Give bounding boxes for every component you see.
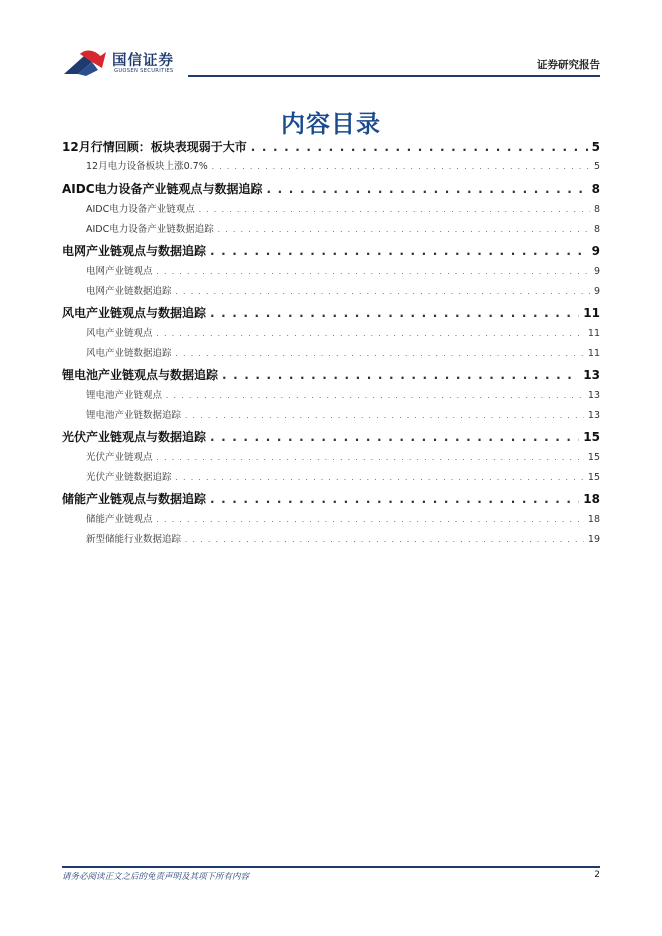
toc-dot-leader — [222, 368, 579, 382]
toc-subsection-entry[interactable] — [62, 158, 600, 171]
toc-entry-page-number: 13 — [587, 390, 600, 400]
toc-entry-page-number: 5 — [593, 161, 600, 171]
toc-dot-leader — [157, 330, 584, 338]
toc-entry-title: AIDC电力设备产业链观点与数据追踪 — [62, 182, 263, 196]
toc-entry-title: 风电产业链观点 — [86, 328, 153, 338]
toc-entry-title: 12月行情回顾：板块表现弱于大市 — [62, 140, 247, 154]
footer-divider — [62, 866, 600, 868]
toc-entry-page-number: 15 — [587, 472, 600, 482]
toc-dot-leader — [166, 392, 584, 400]
toc-subsection-entry[interactable] — [62, 283, 600, 296]
toc-dot-leader — [212, 163, 590, 171]
guosen-logo — [62, 48, 192, 78]
toc-dot-leader — [176, 474, 584, 482]
toc-dot-leader — [157, 454, 584, 462]
toc-entry-page-number: 9 — [593, 286, 600, 296]
toc-entry-title: 电网产业链数据追踪 — [86, 286, 172, 296]
toc-entry-title: 锂电池产业链观点 — [86, 390, 163, 400]
toc-section-entry[interactable] — [62, 304, 600, 320]
toc-entry-title: 风电产业链观点与数据追踪 — [62, 306, 207, 320]
toc-entry-title: 新型储能行业数据追踪 — [86, 534, 182, 544]
toc-dot-leader — [210, 430, 579, 444]
toc-entry-page-number: 15 — [583, 430, 600, 444]
toc-section-entry[interactable] — [62, 242, 600, 258]
page-header — [0, 0, 662, 80]
toc-entry-page-number: 11 — [587, 328, 600, 338]
toc-subsection-entry[interactable] — [62, 531, 600, 544]
toc-entry-title: 锂电池产业链数据追踪 — [86, 410, 182, 420]
toc-subsection-entry[interactable] — [62, 449, 600, 462]
toc-subsection-entry[interactable] — [62, 387, 600, 400]
toc-dot-leader — [157, 268, 590, 276]
toc-subsection-entry[interactable] — [62, 407, 600, 420]
toc-dot-leader — [210, 244, 588, 258]
toc-entry-page-number: 11 — [583, 306, 600, 320]
toc-entry-page-number: 18 — [587, 514, 600, 524]
toc-entry-title: 电网产业链观点与数据追踪 — [62, 244, 207, 258]
toc-entry-title: 光伏产业链观点 — [86, 452, 153, 462]
toc-section-entry[interactable] — [62, 490, 600, 506]
toc-entry-page-number: 8 — [593, 204, 600, 214]
toc-entry-title: 风电产业链数据追踪 — [86, 348, 172, 358]
header-divider — [188, 75, 600, 77]
toc-dot-leader — [199, 206, 590, 214]
toc-entry-page-number: 13 — [587, 410, 600, 420]
toc-entry-title: AIDC电力设备产业链数据追踪 — [86, 224, 214, 234]
toc-dot-leader — [176, 288, 590, 296]
footer-page-number: 2 — [594, 870, 600, 880]
toc-entry-page-number: 11 — [587, 348, 600, 358]
toc-subsection-entry[interactable] — [62, 263, 600, 276]
toc-entry-page-number: 9 — [591, 244, 600, 258]
toc-entry-title: 电网产业链观点 — [86, 266, 153, 276]
toc-section-entry[interactable] — [62, 180, 600, 196]
toc-section-entry[interactable] — [62, 428, 600, 444]
toc-entry-page-number: 8 — [593, 224, 600, 234]
toc-entry-page-number: 15 — [587, 452, 600, 462]
guosen-logo-mark-icon — [62, 48, 110, 78]
report-type-label: 证券研究报告 — [537, 59, 600, 71]
toc-dot-leader — [176, 350, 584, 358]
toc-entry-title: 锂电池产业链观点与数据追踪 — [62, 368, 219, 382]
toc-dot-leader — [185, 536, 584, 544]
toc-entry-page-number: 18 — [583, 492, 600, 506]
toc-entry-page-number: 13 — [583, 368, 600, 382]
toc-dot-leader — [157, 516, 584, 524]
toc-section-entry[interactable] — [62, 366, 600, 382]
toc-dot-leader — [251, 140, 588, 154]
toc-entry-page-number: 9 — [593, 266, 600, 276]
toc-subsection-entry[interactable] — [62, 469, 600, 482]
toc-dot-leader — [210, 306, 579, 320]
toc-entry-title: 12月电力设备板块上涨0.7% — [86, 161, 208, 171]
logo-english-name: GUOSEN SECURITIES — [114, 68, 174, 74]
toc-dot-leader — [210, 492, 579, 506]
footer-disclaimer: 请务必阅读正文之后的免责声明及其项下所有内容 — [62, 872, 250, 882]
toc-dot-leader — [185, 412, 584, 420]
logo-chinese-name: 国信证券 — [112, 53, 174, 69]
toc-subsection-entry[interactable] — [62, 201, 600, 214]
toc-entry-page-number: 19 — [587, 534, 600, 544]
toc-subsection-entry[interactable] — [62, 511, 600, 524]
toc-entry-title: 储能产业链观点与数据追踪 — [62, 492, 207, 506]
toc-dot-leader — [218, 226, 590, 234]
toc-entry-title: 储能产业链观点 — [86, 514, 153, 524]
toc-subsection-entry[interactable] — [62, 221, 600, 234]
toc-entry-page-number: 8 — [591, 182, 600, 196]
toc-entry-title: 光伏产业链观点与数据追踪 — [62, 430, 207, 444]
toc-title: 内容目录 — [281, 110, 381, 138]
toc-section-entry[interactable] — [62, 138, 600, 154]
toc-entry-title: AIDC电力设备产业链观点 — [86, 204, 195, 214]
toc-subsection-entry[interactable] — [62, 325, 600, 338]
toc-subsection-entry[interactable] — [62, 345, 600, 358]
toc-entry-title: 光伏产业链数据追踪 — [86, 472, 172, 482]
toc-dot-leader — [267, 182, 588, 196]
toc-entry-page-number: 5 — [591, 140, 600, 154]
